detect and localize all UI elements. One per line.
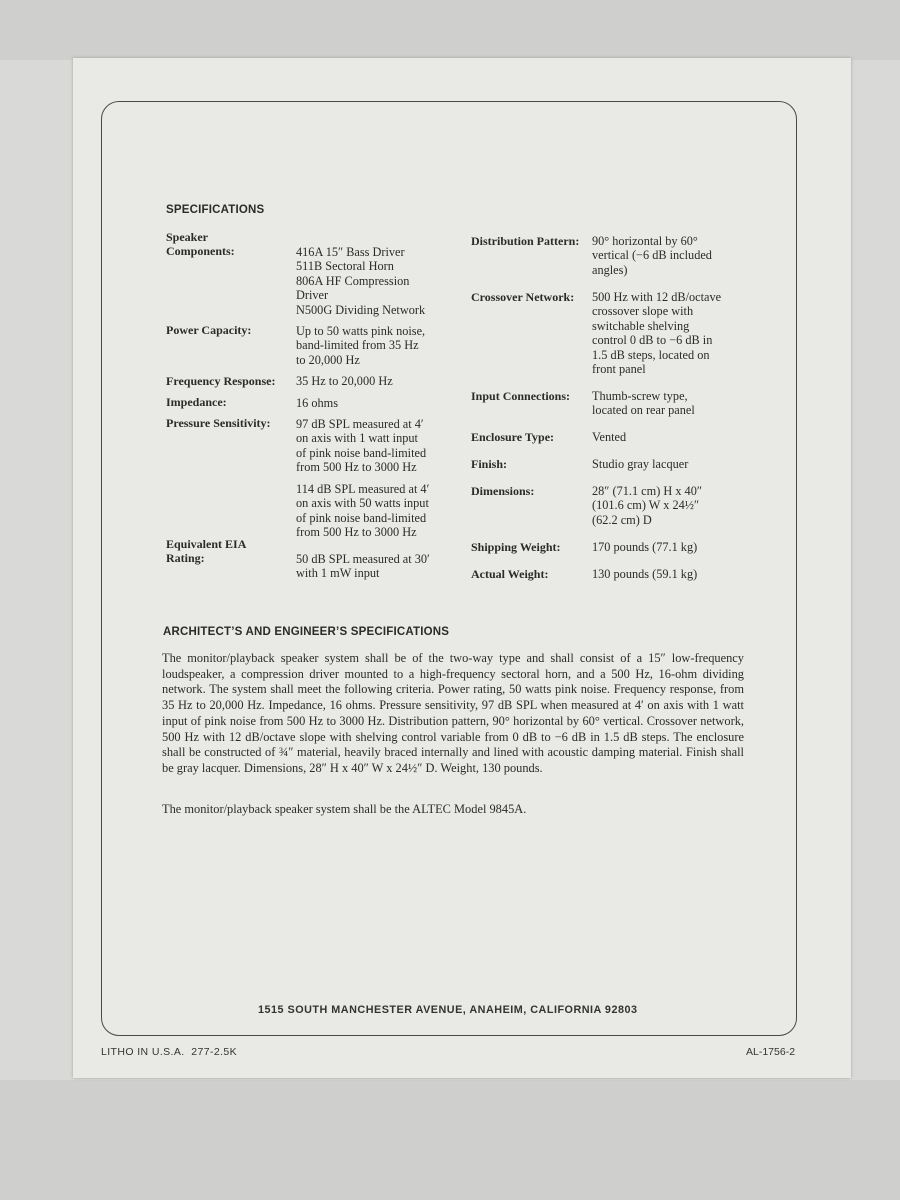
enclosure-type-label: Enclosure Type: xyxy=(471,430,555,444)
finish-value: Studio gray lacquer xyxy=(592,457,689,471)
power-capacity-label: Power Capacity: xyxy=(166,323,252,337)
shipping-weight-value: 170 pounds (77.1 kg) xyxy=(592,540,698,554)
actual-weight-label: Actual Weight: xyxy=(471,567,549,581)
dimensions-value: 28″ (71.1 cm) H x 40″ (101.6 cm) W x 24½″ (62.2 cm) D xyxy=(592,484,702,527)
architects-specifications-heading: ARCHITECT’S AND ENGINEER’S SPECIFICATIONS xyxy=(163,626,450,638)
pressure-sensitivity-value-1: 97 dB SPL measured at 4′ on axis with 1 watt input of pink noise band-limited from 500 Hz to 3000 Hz xyxy=(296,417,427,475)
crossover-network-value: 500 Hz with 12 dB/octave crossover slope with switchable shelving control 0 dB to −6 dB in 1.5 dB steps, located on front panel xyxy=(592,290,722,377)
frequency-response-label: Frequency Response: xyxy=(166,374,276,388)
enclosure-type-value: Vented xyxy=(592,430,627,444)
pressure-sensitivity-label: Pressure Sensitivity: xyxy=(166,416,271,430)
architects-model-statement: The monitor/playback speaker system shall be the ALTEC Model 9845A. xyxy=(162,802,527,816)
company-address: 1515 SOUTH MANCHESTER AVENUE, ANAHEIM, CALIFORNIA 92803 xyxy=(258,1004,638,1016)
architects-specifications-paragraph: The monitor/playback speaker system shall be of the two-way type and shall consist of a 15″ low-frequency loudspeaker, a compression driver mounted to a high-frequency sectoral horn, and a 500 Hz, 16-ohm dividing network. The system shall meet the following criteria. Power rating, 50 watts pink noise. Frequency response, from 35 Hz to 20,000 Hz. Impedance, 16 ohms. Pressure sensitivity, 97 dB SPL when measured at 4′ on axis with 1 watt input of pink noise from 500 Hz to 3000 Hz. Distribution pattern, 90° horizontal by 60° vertical. Crossover network, 500 Hz with 12 dB/octave slope with shelving control variable from 0 dB to −6 dB in 1.5 dB steps. The enclosure shall be constructed of ¾″ material, heavily braced internally and lined with acoustic damping material. Finish shall be gray lacquer. Dimensions, 28″ H x 40″ W x 24½″ D. Weight, 130 pounds. xyxy=(162,651,744,775)
distribution-pattern-label: Distribution Pattern: xyxy=(471,234,580,248)
background-top xyxy=(0,0,900,60)
equivalent-eia-value: 50 dB SPL measured at 30′ with 1 mW input xyxy=(296,552,430,581)
distribution-pattern-value: 90° horizontal by 60° vertical (−6 dB included angles) xyxy=(592,234,712,277)
equivalent-eia-label: Equivalent EIA Rating: xyxy=(166,537,247,566)
pressure-sensitivity-value-2: 114 dB SPL measured at 4′ on axis with 50 watts input of pink noise band-limited from 500 Hz to 3000 Hz xyxy=(296,482,430,540)
background-bottom xyxy=(0,1080,900,1200)
actual-weight-value: 130 pounds (59.1 kg) xyxy=(592,567,698,581)
litho-print-code: LITHO IN U.S.A. 277-2.5K xyxy=(101,1046,238,1058)
speaker-components-value: 416A 15″ Bass Driver 511B Sectoral Horn 806A HF Compression Driver N500G Dividing Network xyxy=(296,245,426,317)
crossover-network-label: Crossover Network: xyxy=(471,290,575,304)
shipping-weight-label: Shipping Weight: xyxy=(471,540,561,554)
power-capacity-value: Up to 50 watts pink noise, band-limited from 35 Hz to 20,000 Hz xyxy=(296,324,426,367)
input-connections-label: Input Connections: xyxy=(471,389,571,403)
dimensions-label: Dimensions: xyxy=(471,484,535,498)
speaker-components-label: Speaker Components: xyxy=(166,230,235,259)
frequency-response-value: 35 Hz to 20,000 Hz xyxy=(296,374,393,388)
impedance-label: Impedance: xyxy=(166,395,227,409)
specifications-heading: SPECIFICATIONS xyxy=(166,204,265,216)
input-connections-value: Thumb-screw type, located on rear panel xyxy=(592,389,695,418)
finish-label: Finish: xyxy=(471,457,508,471)
document-number: AL-1756-2 xyxy=(746,1046,796,1058)
impedance-value: 16 ohms xyxy=(296,396,339,410)
